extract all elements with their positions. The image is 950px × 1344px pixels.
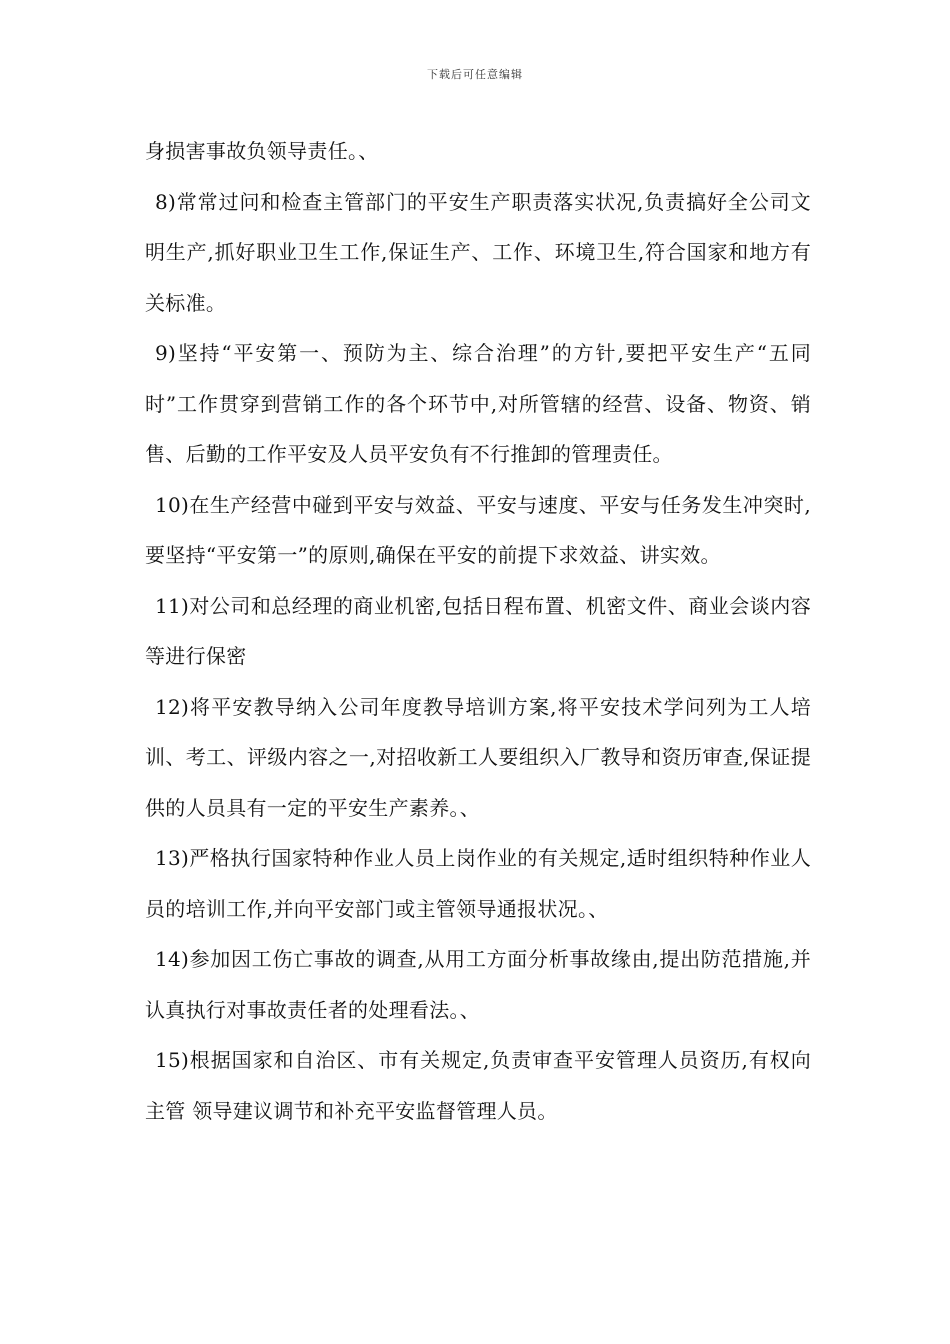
document-body bbox=[145, 126, 811, 1136]
paragraph-item-11: 11)对公司和总经理的商业机密,包括日程布置、机密文件、商业会谈内容等进行保密 bbox=[145, 593, 811, 668]
page-header-note: 下载后可任意编辑 bbox=[427, 68, 523, 81]
paragraph-item-8: 8)常常过问和检查主管部门的平安生产职责落实状况,负责搞好全公司文明生产,抓好职业卫生工作,保证生产、工作、环境卫生,符合国家和地方有关标准。 bbox=[145, 189, 811, 315]
paragraph-item-9: 9)坚持“平安第一、预防为主、综合治理”的方针,要把平安生产“五同时”工作贯穿到营销工作的各个环节中,对所管辖的经营、设备、物资、销售、后勤的工作平安及人员平安负有不行推卸的管理责任。 bbox=[145, 341, 811, 466]
paragraph-item-12: 12)将平安教导纳入公司年度教导培训方案,将平安技术学问列为工人培训、考工、评级内容之一,对招收新工人要组织入厂教导和资历审查,保证提供的人员具有一定的平安生产素养。、 bbox=[145, 694, 811, 820]
paragraph-item-15: 15)根据国家和自治区、市有关规定,负责审查平安管理人员资历,有权向主管 领导建议调节和补充平安监督管理人员。 bbox=[145, 1048, 811, 1123]
paragraph-continuation: 身损害事故负领导责任。、 bbox=[145, 139, 379, 163]
paragraph-item-14: 14)参加因工伤亡事故的调查,从用工方面分析事故缘由,提出防范措施,并认真执行对事故责任者的处理看法。、 bbox=[145, 947, 811, 1022]
paragraph-item-13: 13)严格执行国家特种作业人员上岗作业的有关规定,适时组织特种作业人员的培训工作,并向平安部门或主管领导通报状况。、 bbox=[145, 846, 811, 921]
paragraph-item-10: 10)在生产经营中碰到平安与效益、平安与速度、平安与任务发生冲突时,要坚持“平安第一”的原则,确保在平安的前提下求效益、讲实效。 bbox=[145, 492, 811, 567]
